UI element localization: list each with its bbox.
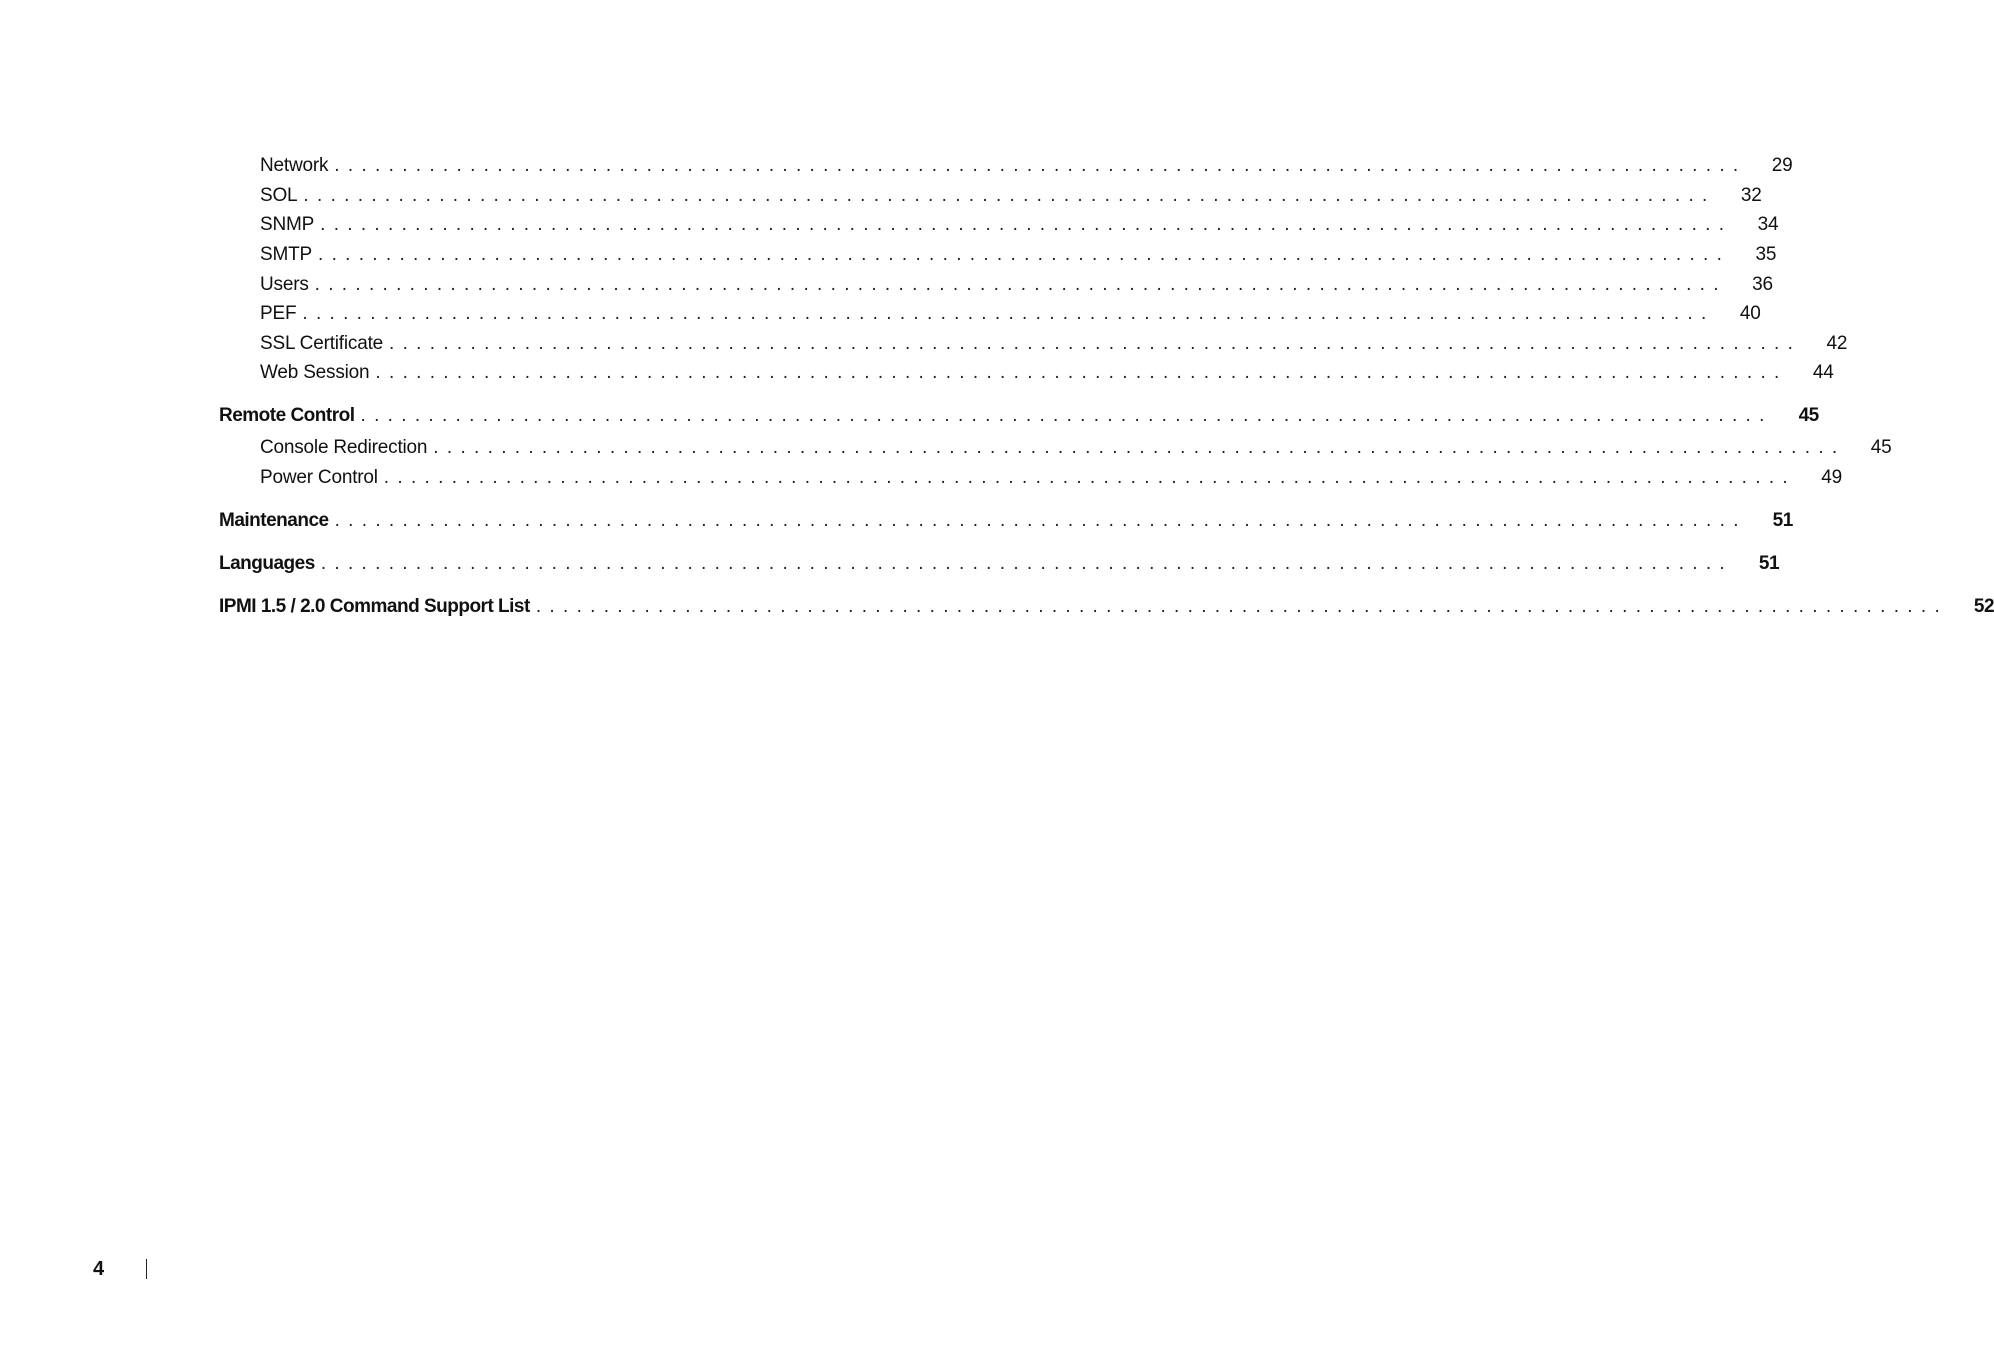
toc-entry-page: 44 xyxy=(1812,362,1834,383)
dot-leader: ........................................................................................................ xyxy=(383,467,1796,488)
toc-entry-title: Maintenance xyxy=(219,510,329,531)
toc-entry-page: 51 xyxy=(1772,510,1793,531)
toc-entry-ipmi-command-support-list[interactable] xyxy=(219,594,1994,620)
toc-entry-title: IPMI 1.5 / 2.0 Command Support List xyxy=(219,596,530,617)
dot-leader: ........................................................................................................ xyxy=(302,303,1715,324)
toc-entry-title: Web Session xyxy=(260,362,370,383)
toc-entry-title: SNMP xyxy=(260,214,315,235)
toc-entry-title: Power Control xyxy=(260,467,378,488)
toc-entry-title: SSL Certificate xyxy=(260,333,384,354)
page-number: 4 xyxy=(93,1257,105,1280)
dot-leader: ........................................................................................................ xyxy=(317,244,1731,265)
toc-entry-title: Remote Control xyxy=(219,405,355,426)
toc-entry-users[interactable] xyxy=(260,272,1773,298)
toc-entry-page: 40 xyxy=(1739,303,1761,324)
toc-entry-network[interactable] xyxy=(260,153,1793,179)
dot-leader: ........................................................................................................ xyxy=(303,185,1716,206)
toc-entry-page: 32 xyxy=(1740,185,1762,206)
toc-entry-ssl-certificate[interactable] xyxy=(260,331,1848,357)
toc-entry-console-redirection[interactable] xyxy=(260,435,1892,461)
toc-entry-title: SOL xyxy=(260,185,298,206)
dot-leader: ........................................................................................................ xyxy=(334,510,1747,531)
toc-entry-power-control[interactable] xyxy=(260,465,1842,491)
toc-entry-remote-control[interactable] xyxy=(219,403,1819,429)
toc-entry-title: SMTP xyxy=(260,244,312,265)
dot-leader: ........................................................................................................ xyxy=(535,596,1949,617)
toc-entry-sol[interactable] xyxy=(260,183,1762,209)
toc-entry-page: 29 xyxy=(1771,155,1793,176)
dot-leader: ........................................................................................................ xyxy=(334,155,1747,176)
toc-entry-page: 45 xyxy=(1798,405,1819,426)
toc-entry-pef[interactable] xyxy=(260,301,1761,327)
toc-entry-page: 36 xyxy=(1752,274,1773,295)
footer-divider xyxy=(146,1259,147,1279)
toc-entry-page: 52 xyxy=(1973,596,1994,617)
toc-entry-languages[interactable] xyxy=(219,551,1780,577)
toc-entry-page: 45 xyxy=(1870,437,1892,458)
toc-entry-title: Network xyxy=(260,155,329,176)
dot-leader: ........................................................................................................ xyxy=(389,333,1802,354)
toc-entry-title: Console Redirection xyxy=(260,437,428,458)
toc-entry-maintenance[interactable] xyxy=(219,508,1793,534)
toc-entry-snmp[interactable] xyxy=(260,212,1779,238)
toc-entry-smtp[interactable] xyxy=(260,242,1777,268)
dot-leader: ........................................................................................................ xyxy=(375,362,1788,383)
toc-entry-page: 35 xyxy=(1755,244,1777,265)
dot-leader: ........................................................................................................ xyxy=(433,437,1846,458)
toc-entry-web-session[interactable] xyxy=(260,360,1834,386)
dot-leader: ........................................................................................................ xyxy=(314,274,1727,295)
page-footer xyxy=(93,1254,147,1284)
toc-entry-page: 49 xyxy=(1821,467,1842,488)
toc-entry-title: Languages xyxy=(219,553,315,574)
toc-entry-page: 51 xyxy=(1758,553,1780,574)
toc-entry-title: PEF xyxy=(260,303,297,324)
toc-entry-page: 34 xyxy=(1757,214,1779,235)
dot-leader: ........................................................................................................ xyxy=(360,405,1773,426)
dot-leader: ........................................................................................................ xyxy=(320,214,1733,235)
toc-entry-page: 42 xyxy=(1826,333,1848,354)
toc-entry-title: Users xyxy=(260,274,309,295)
dot-leader: ........................................................................................................ xyxy=(320,553,1734,574)
